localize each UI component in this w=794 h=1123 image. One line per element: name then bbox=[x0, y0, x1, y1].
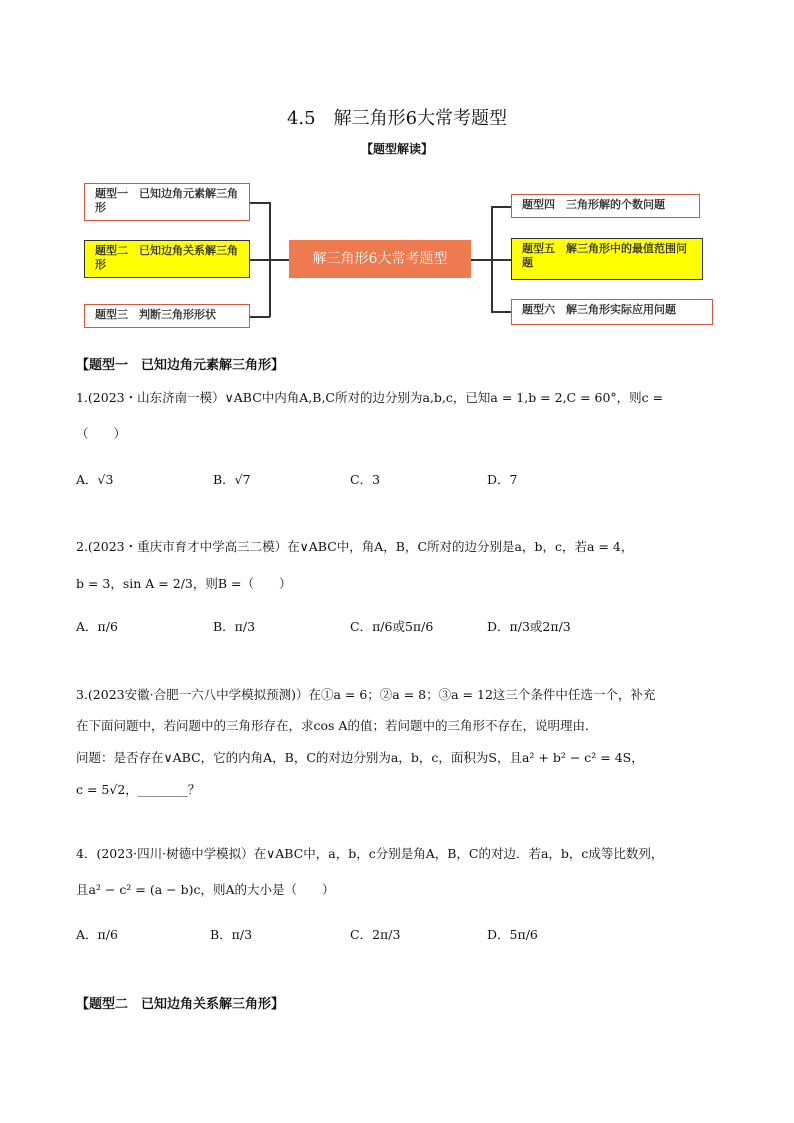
mindmap-right-item-6: 题型六 解三角形实际应用问题 bbox=[511, 299, 713, 325]
question-3-line-1: 3.(2023安徽·合肥一六八中学模拟预测)）在①a = 6；②a = 8；③a = 12这三个条件中任选一个，补充 bbox=[76, 687, 656, 702]
question-4-line-2: 且a² − c² = (a − b)c，则A的大小是（ ） bbox=[76, 882, 335, 897]
question-2-option-c: C．π/6或5π/6 bbox=[350, 619, 434, 634]
page-subtitle: 【题型解读】 bbox=[360, 142, 433, 156]
mindmap-center: 解三角形6大常考题型 bbox=[289, 240, 471, 278]
question-2-line-2: b = 3，sin A = 2/3，则B =（ ） bbox=[76, 576, 292, 591]
section-heading-2: 【题型二 已知边角关系解三角形】 bbox=[76, 997, 285, 1012]
question-4-line-1: 4．(2023·四川·树德中学模拟）在∨ABC中，a，b，c分别是角A，B，C的对边．若a，b，c成等比数列， bbox=[76, 846, 664, 861]
question-4-option-b: B．π/3 bbox=[210, 927, 253, 942]
question-1-paren: （ ） bbox=[76, 426, 127, 441]
question-4-option-d: D．5π/6 bbox=[487, 927, 538, 942]
mindmap-right-item-4: 题型四 三角形解的个数问题 bbox=[511, 194, 700, 218]
question-4-option-c: C．2π/3 bbox=[350, 927, 401, 942]
mindmap-left-item-2: 题型二 已知边角关系解三角形 bbox=[84, 240, 250, 278]
mindmap-left-item-1: 题型一 已知边角元素解三角形 bbox=[84, 183, 250, 221]
question-3-line-2: 在下面问题中，若问题中的三角形存在，求cos A的值；若问题中的三角形不存在，说明理由． bbox=[76, 718, 598, 733]
mindmap-right-item-5: 题型五 解三角形中的最值范围问题 bbox=[511, 238, 703, 280]
question-2-option-d: D．π/3或2π/3 bbox=[487, 619, 571, 634]
mindmap-left-item-3: 题型三 判断三角形形状 bbox=[84, 304, 250, 328]
section-heading-1: 【题型一 已知边角元素解三角形】 bbox=[76, 358, 285, 373]
question-3-line-4: c = 5√2，________？ bbox=[76, 782, 201, 797]
question-2-option-a: A．π/6 bbox=[76, 619, 118, 634]
question-1-option-b: B．√7 bbox=[213, 472, 251, 487]
page-title: 4.5 解三角形6大常考题型 bbox=[286, 108, 508, 129]
question-1-text: 1.(2023・山东济南一模）∨ABC中内角A,B,C所对的边分别为a,b,c，已知a = 1,b = 2,C = 60°，则c = bbox=[76, 390, 664, 405]
question-1-option-a: A．√3 bbox=[76, 472, 114, 487]
question-1-option-d: D．7 bbox=[487, 472, 518, 487]
question-2-line-1: 2.(2023・重庆市育才中学高三二模）在∨ABC中，角A，B，C所对的边分别是a，b，c，若a = 4， bbox=[76, 539, 634, 554]
question-1-option-c: C．3 bbox=[350, 472, 381, 487]
question-3-line-3: 问题：是否存在∨ABC，它的内角A，B，C的对边分别为a，b，c，面积为S，且a² + b² − c² = 4S， bbox=[76, 750, 644, 765]
question-4-option-a: A．π/6 bbox=[76, 927, 118, 942]
question-2-option-b: B．π/3 bbox=[213, 619, 256, 634]
